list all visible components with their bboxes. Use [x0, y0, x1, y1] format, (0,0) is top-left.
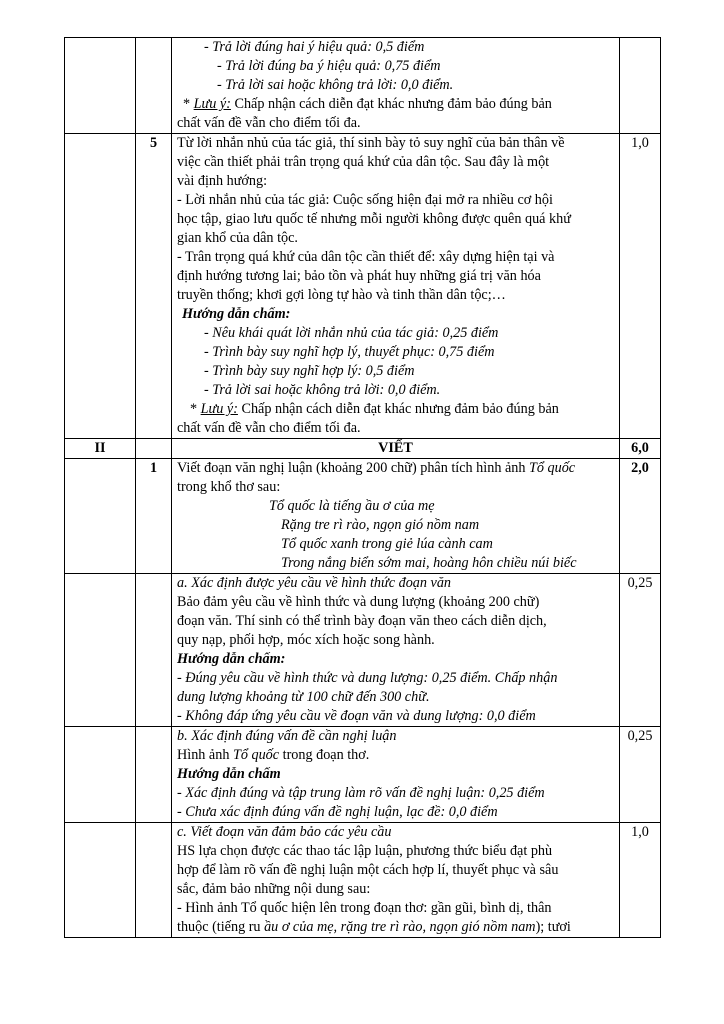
guide-title: Hướng dẫn chấm:: [177, 651, 286, 667]
score: 2,0: [620, 459, 661, 574]
question-number: 1: [136, 459, 172, 574]
criterion-a-cell: a. Xác định được yêu cầu về hình thức đoạn văn Bảo đảm yêu cầu về hình thức và dung lượng (khoảng 200 chữ) đoạn văn. Thí sinh có thể trình bày đoạn văn theo cách diễn dịch, quy nạp, phối hợp, móc xích hoặc song hành. Hướng dẫn chấm: - Đúng yêu cầu về hình thức và dung lượng: 0,25 điểm. Chấp nhận dung lượng khoảng từ 100 chữ đến 300 chữ. - Không đáp ứng yêu cầu về đoạn văn và dung lượng: 0,0 điểm: [172, 574, 620, 727]
part-number: II: [65, 439, 136, 459]
criterion-c-cell: c. Viết đoạn văn đảm bảo các yêu cầu HS lựa chọn được các thao tác lập luận, phương thức biểu đạt phù hợp để làm rõ vấn đề nghị luận một cách hợp lí, thuyết phục và sâu sắc, đảm bảo những nội dung sau: - Hình ảnh Tổ quốc hiện lên trong đoạn thơ: gần gũi, bình dị, thân thuộc (tiếng ru ầu ơ của mẹ, rặng tre rì rào, ngọn gió nồm nam); tươi: [172, 823, 620, 938]
guide-title: Hướng dẫn chấm: [177, 766, 281, 782]
answer-key-table: [64, 37, 661, 938]
criterion-title: a. Xác định được yêu cầu về hình thức đoạn văn: [177, 575, 452, 591]
table-row: [65, 727, 661, 823]
guide-title: Hướng dẫn chấm:: [182, 306, 291, 322]
prompt-line: Viết đoạn văn nghị luận (khoảng 200 chữ) phân tích hình ảnh Tổ quốc: [177, 460, 576, 476]
score: 0,25: [620, 727, 661, 823]
score: 0,25: [620, 574, 661, 727]
part-title: VIẾT: [172, 439, 620, 459]
criterion-title: b. Xác định đúng vấn đề cần nghị luận: [177, 728, 397, 744]
table-row: [65, 134, 661, 439]
table-row: [65, 574, 661, 727]
criterion-title: c. Viết đoạn văn đảm bảo các yêu cầu: [177, 824, 392, 840]
question-number: 5: [136, 134, 172, 439]
table-row: [65, 823, 661, 938]
criterion-b-cell: b. Xác định đúng vấn đề cần nghị luận Hình ảnh Tổ quốc trong đoạn thơ. Hướng dẫn chấm - Xác định đúng và tập trung làm rõ vấn đề nghị luận: 0,25 điểm - Chưa xác định đúng vấn đề nghị luận, lạc đề: 0,0 điểm: [172, 727, 620, 823]
score: 1,0: [620, 823, 661, 938]
note-line: * Lưu ý: Chấp nhận cách diễn đạt khác nhưng đảm bảo đúng bản: [190, 401, 559, 417]
question-1-cell: Viết đoạn văn nghị luận (khoảng 200 chữ) phân tích hình ảnh Tổ quốc trong khổ thơ sau: Tổ quốc là tiếng ầu ơ của mẹ Rặng tre rì rào, ngọn gió nồm nam Tổ quốc xanh trong giẻ lúa cành cam Trong nắng biển sớm mai, hoàng hôn chiều núi biếc: [172, 459, 620, 574]
question-5-cell: Từ lời nhắn nhủ của tác giả, thí sinh bày tỏ suy nghĩ của bản thân về việc cần thiết phải trân trọng quá khứ của dân tộc. Sau đây là một vài định hướng: - Lời nhắn nhủ của tác giả: Cuộc sống hiện đại mở ra nhiều cơ hội học tập, giao lưu quốc tế nhưng mỗi người không được quên quá khứ gian khổ của dân tộc. - Trân trọng quá khứ của dân tộc cần thiết để: xây dựng hiện tại và định hướng tương lai; bảo tồn và phát huy những giá trị văn hóa truyền thống; khơi gợi lòng tự hào và tinh thần dân tộc;… Hướng dẫn chấm: - Nêu khái quát lời nhắn nhủ của tác giả: 0,25 điểm - Trình bày suy nghĩ hợp lý, thuyết phục: 0,75 điểm - Trình bày suy nghĩ hợp lý: 0,5 điểm - Trả lời sai hoặc không trả lời: 0,0 điểm. * Lưu ý: Chấp nhận cách diễn đạt khác nhưng đảm bảo đúng bản chất vấn đề vẫn cho điểm tối đa.: [172, 134, 620, 439]
table-row: [65, 459, 661, 574]
continuation-cell: - Trả lời đúng hai ý hiệu quả: 0,5 điểm - Trả lời đúng ba ý hiệu quả: 0,75 điểm - Trả lời sai hoặc không trả lời: 0,0 điểm. * Lưu ý: Chấp nhận cách diễn đạt khác nhưng đảm bảo đúng bản chất vấn đề vẫn cho điểm tối đa.: [172, 38, 620, 134]
score: 6,0: [620, 439, 661, 459]
table-row: [65, 38, 661, 134]
table-row: [65, 439, 661, 459]
score: 1,0: [620, 134, 661, 439]
note-line: * Lưu ý: Chấp nhận cách diễn đạt khác nhưng đảm bảo đúng bản: [183, 96, 552, 112]
